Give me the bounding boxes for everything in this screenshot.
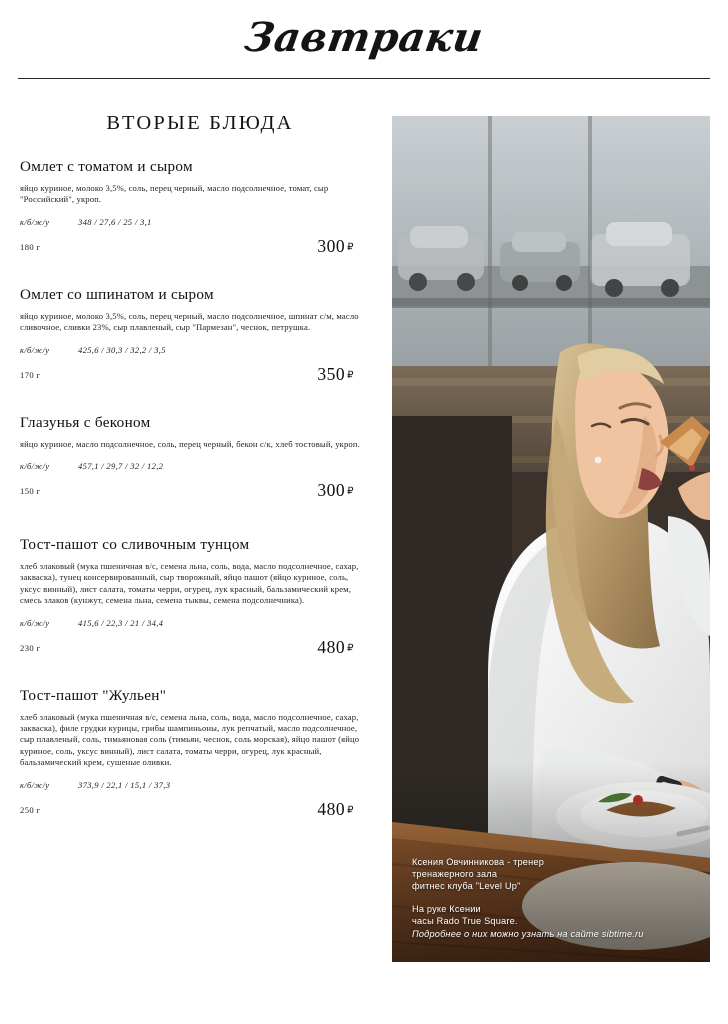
price-value: 300 bbox=[317, 480, 346, 501]
nutrition-value: 348 / 27,6 / 25 / 3,1 bbox=[78, 216, 152, 227]
price-value: 350 bbox=[317, 363, 346, 384]
menu-item-price bbox=[317, 236, 354, 257]
nutrition-label: к/б/ж/у bbox=[20, 779, 50, 790]
caption-line-1: Ксения Овчинникова - тренер bbox=[412, 856, 545, 867]
menu-item-name: Тост-пашот со сливочным тунцом bbox=[20, 536, 250, 554]
menu-item-footer bbox=[20, 637, 388, 663]
price-value: 480 bbox=[317, 798, 346, 819]
photo-illustration bbox=[392, 116, 710, 962]
menu-item-name: Тост-пашот "Жульен" bbox=[20, 686, 167, 704]
nutrition-value: 415,6 / 22,3 / 21 / 34,4 bbox=[78, 617, 164, 628]
caption-line-4: На руке Ксении bbox=[412, 903, 481, 914]
nutrition-value: 425,6 / 30,3 / 32,2 / 3,5 bbox=[78, 344, 166, 355]
menu-item-weight: 170 г bbox=[20, 369, 41, 380]
menu-item bbox=[20, 158, 388, 262]
menu-item-price bbox=[317, 364, 354, 385]
menu-item-weight: 150 г bbox=[20, 486, 41, 497]
menu-item bbox=[20, 414, 388, 506]
nutrition-label: к/б/ж/у bbox=[20, 461, 50, 472]
menu-item-nutrition bbox=[20, 217, 388, 227]
menu-item-description: яйцо куриное, молоко 3,5%, соль, перец черный, масло подсолнечное, томат, сыр "Российский", укроп. bbox=[20, 183, 329, 205]
menu-item bbox=[20, 687, 388, 825]
caption-line-2: тренажерного зала bbox=[412, 868, 498, 879]
menu-items-list bbox=[20, 158, 388, 842]
page-title: Завтраки bbox=[241, 14, 487, 61]
currency-symbol: ₽ bbox=[347, 804, 354, 816]
currency-symbol: ₽ bbox=[347, 486, 354, 498]
menu-item bbox=[20, 536, 388, 663]
caption-line-6: Подробнее о них можно узнать на сайте sibtime.ru bbox=[412, 928, 644, 939]
nutrition-value: 373,9 / 22,1 / 15,1 / 37,3 bbox=[78, 779, 171, 790]
feature-photo bbox=[392, 116, 710, 962]
menu-item-footer bbox=[20, 480, 388, 506]
menu-item-description: яйцо куриное, молоко 3,5%, соль, перец черный, масло подсолнечное, шпинат с/м, масло сливочное, сливки 23%, сыр плавленый, сыр "Пармезан", чеснок, петрушка. bbox=[20, 310, 359, 333]
currency-symbol: ₽ bbox=[347, 241, 354, 253]
menu-item-description: яйцо куриное, масло подсолнечное, соль, перец черный, бекон с/к, хлеб тостовый, укроп. bbox=[20, 438, 360, 449]
caption-line-3: фитнес клуба "Level Up" bbox=[412, 881, 521, 892]
photo-caption bbox=[412, 856, 690, 940]
menu-item-weight: 230 г bbox=[20, 642, 41, 653]
menu-item-description: хлеб злаковый (мука пшеничная в/с, семена льна, соль, вода, масло подсолнечное, сахар, закваска), тунец консервированный, сыр творожный, яйцо пашот (яйцо куриное, соль, уксус винный), лист салата, томаты черри, огурец, лук красный, бальзамический крем, смесь злаков (кунжут, семена льна, семена тыквы, семена подсолнечника). bbox=[20, 561, 359, 606]
nutrition-label: к/б/ж/у bbox=[20, 617, 50, 628]
menu-item-price bbox=[317, 637, 354, 658]
menu-item-price bbox=[317, 799, 354, 820]
menu-item-footer bbox=[20, 799, 388, 825]
caption-line-5: часы Rado True Square. bbox=[412, 916, 518, 927]
header-divider bbox=[18, 78, 710, 79]
menu-item-nutrition bbox=[20, 780, 388, 790]
menu-item-name: Омлет с томатом и сыром bbox=[20, 158, 193, 175]
menu-item-name: Глазунья с беконом bbox=[20, 413, 151, 431]
page-header bbox=[0, 0, 728, 82]
menu-item-nutrition bbox=[20, 345, 388, 355]
price-value: 480 bbox=[317, 636, 346, 657]
menu-item-nutrition bbox=[20, 618, 388, 628]
currency-symbol: ₽ bbox=[347, 642, 354, 654]
menu-item bbox=[20, 286, 388, 390]
nutrition-label: к/б/ж/у bbox=[20, 344, 50, 355]
menu-item-weight: 250 г bbox=[20, 804, 41, 815]
menu-item-nutrition bbox=[20, 461, 388, 471]
menu-item-footer bbox=[20, 364, 388, 390]
menu-item-description: хлеб злаковый (мука пшеничная в/с, семена льна, соль, вода, масло подсолнечное, сахар, закваска), филе грудки курицы, грибы шампиньоны, лук репчатый, масло подсолнечное, сыр плавленый, соль, тимьяновая соль (тимьян, чеснок, соль морская), яйцо пашот (яйцо куриное, соль, уксус винный), лист салата, томаты черри, огурец, лук красный, бальзамический крем, сушеные оливки. bbox=[20, 711, 360, 768]
menu-item-name: Омлет со шпинатом и сыром bbox=[20, 285, 214, 303]
nutrition-label: к/б/ж/у bbox=[20, 216, 50, 227]
menu-item-price bbox=[317, 480, 354, 501]
menu-item-weight: 180 г bbox=[20, 241, 41, 252]
section-heading: ВТОРЫЕ БЛЮДА bbox=[106, 112, 294, 134]
price-value: 300 bbox=[317, 235, 346, 256]
nutrition-value: 457,1 / 29,7 / 32 / 12,2 bbox=[78, 461, 164, 472]
menu-item-footer bbox=[20, 236, 388, 262]
currency-symbol: ₽ bbox=[347, 369, 354, 381]
